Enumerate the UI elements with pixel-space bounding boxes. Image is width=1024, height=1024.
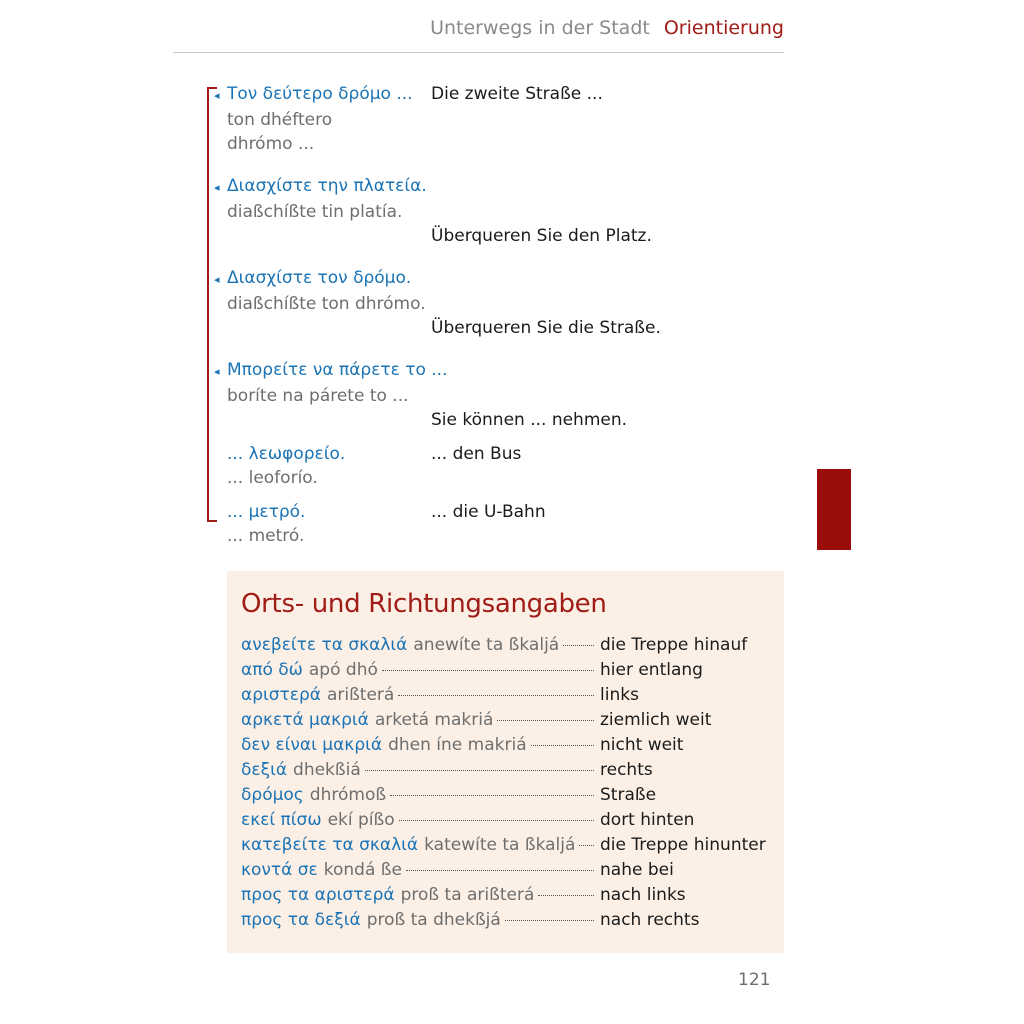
chapter-title: Orientierung xyxy=(663,17,784,39)
vocabulary-box-title: Orts- und Richtungsangaben xyxy=(241,589,607,619)
vocab-row xyxy=(241,883,776,908)
vocab-row xyxy=(241,908,776,933)
vocab-translit: kondá ße xyxy=(323,860,402,880)
dot-leader xyxy=(365,770,594,771)
dot-leader xyxy=(531,745,594,746)
running-header xyxy=(173,16,784,53)
dot-leader xyxy=(398,695,594,696)
vocab-translit: proß ta dhekßjá xyxy=(366,910,501,930)
vocab-german: nach links xyxy=(600,885,686,905)
dot-leader xyxy=(563,645,594,646)
vocab-row xyxy=(241,758,776,783)
greek-phrase: ... μετρό. xyxy=(227,502,306,522)
phrase-block xyxy=(214,500,305,548)
vocab-german: die Treppe hinunter xyxy=(600,835,766,855)
vocab-row xyxy=(241,733,776,758)
dot-leader xyxy=(382,670,594,671)
phrase-block xyxy=(214,174,427,224)
german-translation: Sie können ... nehmen. xyxy=(431,410,628,430)
greek-phrase: Διασχίστε τον δρόμο. xyxy=(227,268,412,288)
audio-arrow-icon: ◂ xyxy=(214,273,220,286)
vocab-german: nahe bei xyxy=(600,860,674,880)
vocab-translit: anewíte ta ßkaljá xyxy=(413,635,560,655)
phrase-block xyxy=(214,266,426,316)
dot-leader xyxy=(497,720,594,721)
phrase-block xyxy=(214,358,447,408)
vocab-translit: dhrómoß xyxy=(309,785,387,805)
audio-arrow-icon: ◂ xyxy=(214,365,220,378)
vocab-greek: κατεβείτε τα σκαλιά xyxy=(241,835,419,855)
dot-leader xyxy=(538,895,594,896)
vocab-row xyxy=(241,658,776,683)
vocab-greek: από δώ xyxy=(241,660,303,680)
vocab-translit: katewíte ta ßkaljá xyxy=(424,835,576,855)
audio-arrow-icon: ◂ xyxy=(214,181,220,194)
vocab-greek: δρόμος xyxy=(241,785,304,805)
dot-leader xyxy=(579,845,594,846)
german-translation: ... die U-Bahn xyxy=(431,502,546,522)
vocab-german: links xyxy=(600,685,639,705)
greek-phrase: Μπορείτε να πάρετε το ... xyxy=(227,360,448,380)
audio-arrow-icon: ◂ xyxy=(214,89,220,102)
vocab-greek: δεξιά xyxy=(241,760,288,780)
section-title: Unterwegs in der Stadt xyxy=(430,17,650,39)
greek-phrase: ... λεωφορείο. xyxy=(227,444,346,464)
vocab-greek: εκεί πίσω xyxy=(241,810,322,830)
transliteration: ... leoforío. xyxy=(227,468,318,488)
vocabulary-list xyxy=(241,633,776,933)
vocab-translit: apó dhó xyxy=(308,660,378,680)
greek-phrase: Τον δεύτερο δρόμο ... xyxy=(227,84,413,104)
dot-leader xyxy=(406,870,594,871)
vocab-greek: κοντά σε xyxy=(241,860,318,880)
vocab-row xyxy=(241,833,776,858)
dot-leader xyxy=(390,795,594,796)
vocab-greek: αρκετά μακριά xyxy=(241,710,369,730)
chapter-thumb-tab xyxy=(817,469,851,550)
transliteration: boríte na párete to ... xyxy=(227,386,409,406)
vocab-greek: προς τα αριστερά xyxy=(241,885,395,905)
vocab-german: hier entlang xyxy=(600,660,703,680)
vocab-greek: δεν είναι μακριά xyxy=(241,735,383,755)
german-translation: Die zweite Straße ... xyxy=(431,84,603,104)
dot-leader xyxy=(505,920,594,921)
vocab-row xyxy=(241,633,776,658)
vocab-german: nach rechts xyxy=(600,910,700,930)
transliteration: diaßchíßte ton dhrómo. xyxy=(227,294,426,314)
vocab-row xyxy=(241,683,776,708)
german-translation: Überqueren Sie den Platz. xyxy=(431,226,652,246)
vocab-row xyxy=(241,808,776,833)
vocab-translit: dhekßiá xyxy=(293,760,361,780)
vocab-translit: proß ta arißterá xyxy=(400,885,535,905)
german-translation: ... den Bus xyxy=(431,444,522,464)
vocab-german: die Treppe hinauf xyxy=(600,635,748,655)
vocab-german: ziemlich weit xyxy=(600,710,712,730)
vocab-row xyxy=(241,858,776,883)
vocab-translit: arketá makriá xyxy=(374,710,494,730)
phrase-block xyxy=(214,442,345,490)
transliteration: dhrómo ... xyxy=(227,134,315,154)
greek-phrase: Διασχίστε την πλατεία. xyxy=(227,176,427,196)
vocab-german: dort hinten xyxy=(600,810,695,830)
vocab-translit: ekí píßo xyxy=(327,810,395,830)
vocab-greek: αριστερά xyxy=(241,685,321,705)
vocab-greek: ανεβείτε τα σκαλιά xyxy=(241,635,408,655)
german-translation: Überqueren Sie die Straße. xyxy=(431,318,661,338)
page-number: 121 xyxy=(738,970,771,990)
vocab-row xyxy=(241,783,776,808)
transliteration: ton dhéftero xyxy=(227,110,333,130)
phrase-block xyxy=(214,82,413,156)
transliteration: ... metró. xyxy=(227,526,305,546)
vocab-german: nicht weit xyxy=(600,735,684,755)
vocab-german: rechts xyxy=(600,760,653,780)
vocab-translit: dhen íne makriá xyxy=(388,735,527,755)
dot-leader xyxy=(399,820,594,821)
vocab-row xyxy=(241,708,776,733)
vocab-german: Straße xyxy=(600,785,657,805)
vocabulary-box xyxy=(227,571,784,953)
vocab-greek: προς τα δεξιά xyxy=(241,910,361,930)
vocab-translit: arißterá xyxy=(326,685,395,705)
transliteration: diaßchíßte tin platía. xyxy=(227,202,403,222)
